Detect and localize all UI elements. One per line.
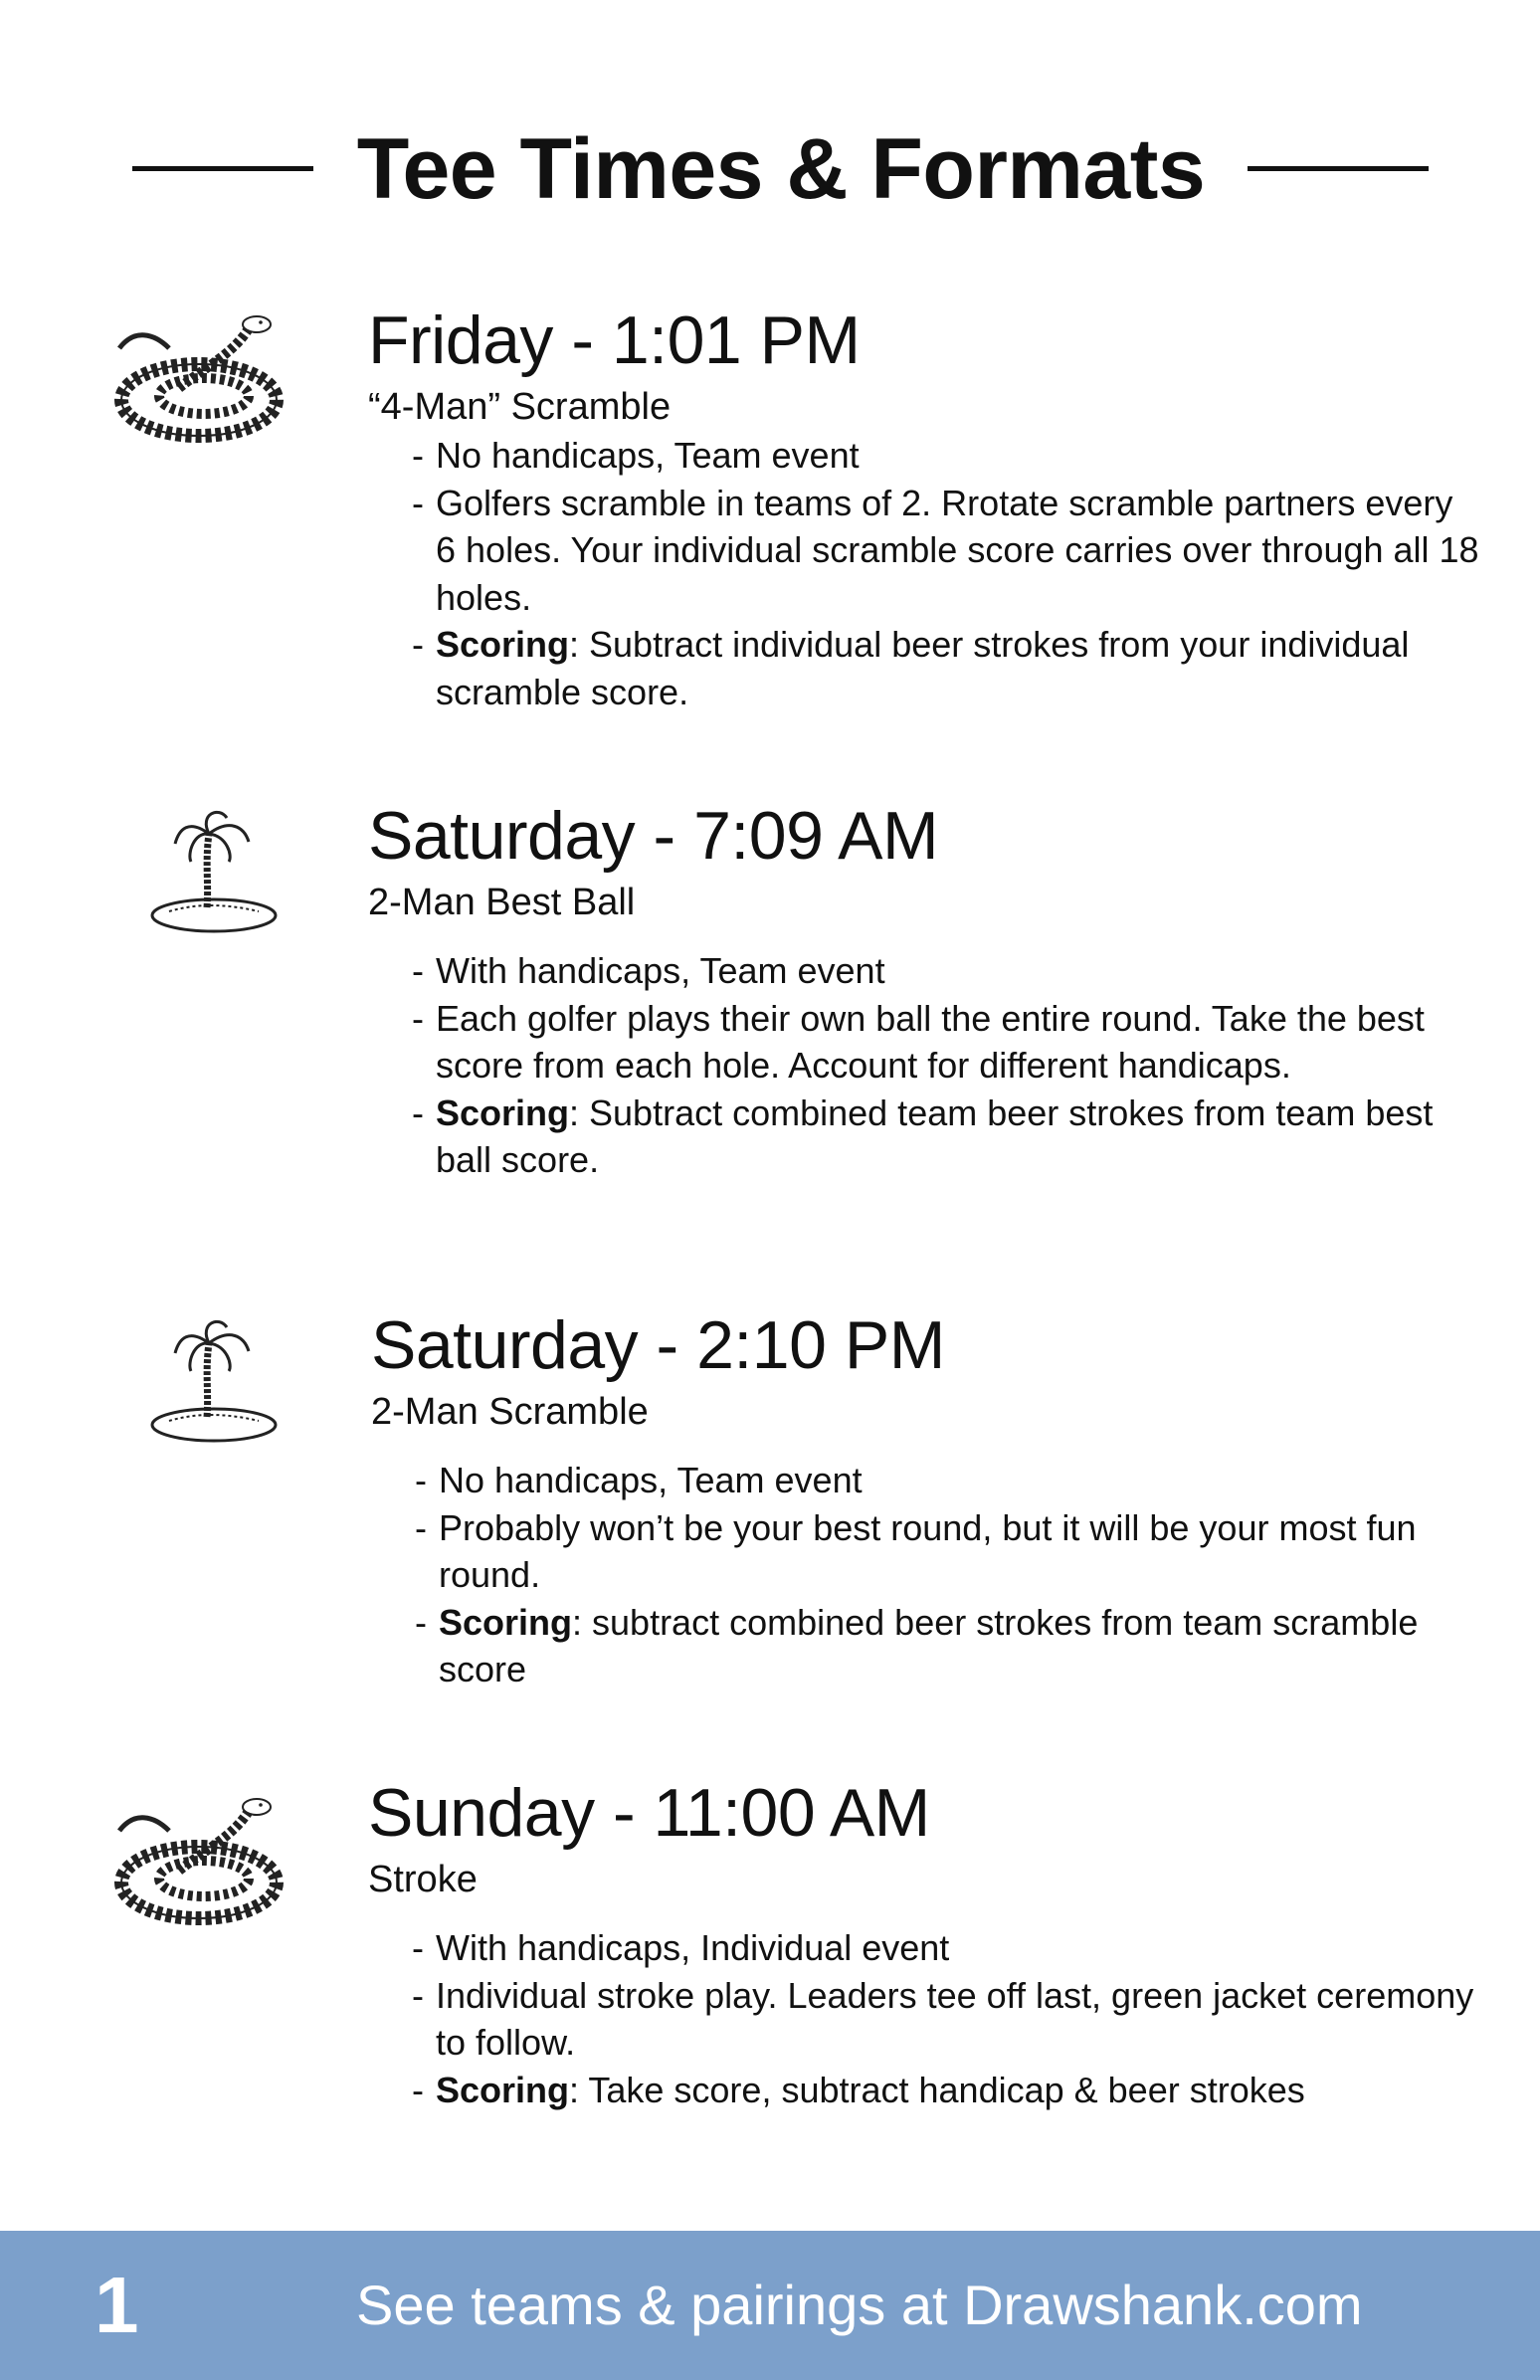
detail-item: - Golfers scramble in teams of 2. Rrotate scramble partners every 6 holes. Your individual scramble score carries over through all 18 holes. xyxy=(412,480,1482,622)
title-rule-left xyxy=(132,166,313,171)
snake-icon xyxy=(109,308,289,458)
page-title: Tee Times & Formats xyxy=(356,121,1206,217)
detail-item-scoring: - Scoring: Subtract individual beer strokes from your individual scramble score. xyxy=(412,621,1482,715)
palm-tree-island-icon xyxy=(109,804,289,953)
format-name: 2-Man Scramble xyxy=(371,1391,649,1433)
title-rule-right xyxy=(1248,166,1429,171)
tee-time-heading: Sunday - 11:00 AM xyxy=(368,1775,930,1851)
page-number: 1 xyxy=(95,2261,139,2349)
section-body xyxy=(368,794,1482,1184)
palm-tree-island-icon xyxy=(109,1313,289,1463)
format-name: 2-Man Best Ball xyxy=(368,882,636,923)
detail-item: - With handicaps, Individual event xyxy=(412,1924,1482,1972)
detail-item: - Individual stroke play. Leaders tee off last, green jacket ceremony to follow. xyxy=(412,1972,1482,2067)
detail-item-scoring: - Scoring: Take score, subtract handicap & beer strokes xyxy=(412,2067,1482,2114)
snake-icon xyxy=(109,1791,289,1940)
format-details-list xyxy=(368,1924,1482,2113)
format-details-list xyxy=(371,1457,1485,1693)
tee-time-heading: Saturday - 7:09 AM xyxy=(368,798,939,874)
detail-item-scoring: - Scoring: Subtract combined team beer strokes from team best ball score. xyxy=(412,1090,1482,1184)
detail-item: - No handicaps, Team event xyxy=(412,432,1482,480)
section-body xyxy=(368,298,1482,715)
tee-time-heading: Saturday - 2:10 PM xyxy=(371,1307,945,1383)
format-details-list xyxy=(368,432,1482,715)
footer-text: See teams & pairings at Drawshank.com xyxy=(356,2274,1363,2336)
footer-bar xyxy=(0,2231,1540,2380)
detail-item: - With handicaps, Team event xyxy=(412,947,1482,995)
detail-item: - Probably won’t be your best round, but it will be your most fun round. xyxy=(415,1504,1485,1599)
detail-item-scoring: - Scoring: subtract combined beer strokes from team scramble score xyxy=(415,1599,1485,1693)
detail-item: - Each golfer plays their own ball the entire round. Take the best score from each hole. Account for different handicaps. xyxy=(412,995,1482,1090)
format-name: “4-Man” Scramble xyxy=(368,386,672,428)
format-name: Stroke xyxy=(368,1859,478,1900)
format-details-list xyxy=(368,947,1482,1184)
tee-time-heading: Friday - 1:01 PM xyxy=(368,302,861,378)
title-row xyxy=(0,109,1540,229)
detail-item: - No handicaps, Team event xyxy=(415,1457,1485,1504)
section-body xyxy=(371,1303,1485,1693)
section-body xyxy=(368,1771,1482,2113)
